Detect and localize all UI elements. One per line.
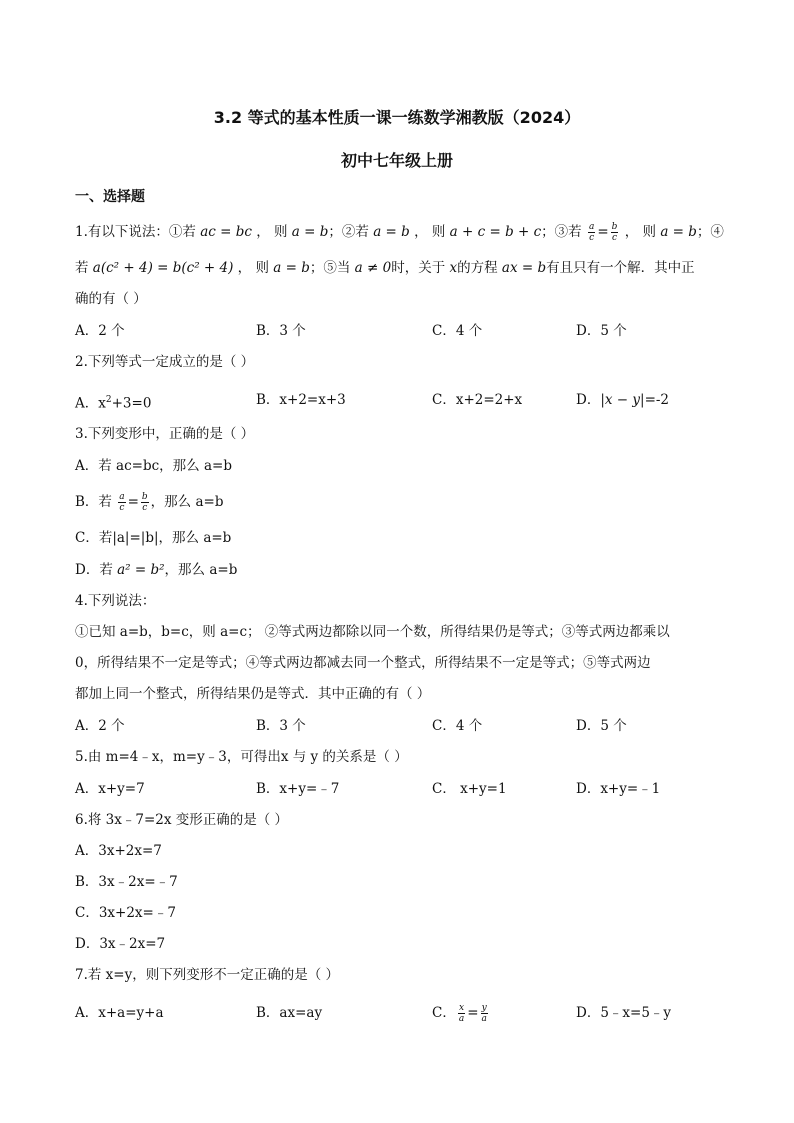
q1-line-2 — [75, 258, 695, 278]
q1-option-d[interactable]: D．5 个 — [576, 323, 627, 339]
q3-option-b[interactable]: B．若 $\frac{a}{c}$ = $\frac{b}{c}$ ，那么 a=b — [75, 492, 224, 513]
q7-option-c-text: C． — [432, 1005, 456, 1021]
q4-option-d[interactable]: D．5 个 — [576, 718, 627, 734]
q3-fraction-a-over-c: $\frac{a}{c}$ — [119, 492, 125, 513]
q4-line-1: ①已知 a=b，b=c，则 a=c； ②等式两边都除以同一个数，所得结果仍是等式；③等式两边都乘以 — [75, 624, 670, 640]
q1-text: ， 则 — [256, 224, 288, 240]
q7-option-a[interactable]: A．x+a=y+a — [75, 1005, 164, 1021]
q7-option-d[interactable]: D．5﹣x=5﹣y — [576, 1005, 672, 1021]
q1-text: 时，关于 — [391, 260, 446, 276]
q1-expr: a ≠ 0 — [354, 260, 392, 276]
q3-fraction-b-over-c: $\frac{b}{c}$ — [141, 492, 148, 513]
q1-fraction-a-over-c: $\frac{a}{c}$ — [588, 222, 595, 243]
q3-option-d-text: ，那么 a=b — [164, 562, 238, 578]
q3-option-d[interactable] — [75, 560, 237, 580]
q2-stem: 2.下列等式一定成立的是（ ） — [75, 354, 255, 370]
q1-text: ；⑤当 — [309, 260, 351, 276]
q4-line-2: 0，所得结果不一定是等式；④等式两边都减去同一个整式，所得结果不一定是等式；⑤等式两边 — [75, 655, 651, 671]
q6-option-c[interactable]: C．3x+2x=﹣7 — [75, 905, 176, 921]
q4-option-c[interactable]: C．4 个 — [432, 718, 483, 734]
q3-option-c[interactable]: C．若|a|=|b|，那么 a=b — [75, 530, 232, 546]
q4-option-a[interactable]: A．2 个 — [75, 718, 125, 734]
q6-stem: 6.将 3x﹣7=2x 变形正确的是（ ） — [75, 812, 289, 828]
q4-option-b[interactable]: B．3 个 — [256, 718, 306, 734]
q5-option-d[interactable]: D．x+y=﹣1 — [576, 781, 661, 797]
q3-option-d-expr: a² = b² — [117, 562, 165, 578]
q7-fraction-y-over-a: $\frac{y}{a}$ — [481, 1003, 487, 1024]
q7-stem: 7.若 x=y，则下列变形不一定正确的是（ ） — [75, 967, 340, 983]
q3-option-a[interactable]: A．若 ac=bc，那么 a=b — [75, 458, 232, 474]
q1-text: ；④ — [696, 224, 724, 240]
q1-text: ， 则 — [237, 260, 269, 276]
q1-option-a[interactable]: A．2 个 — [75, 323, 125, 339]
q1-option-c[interactable]: C．4 个 — [432, 323, 483, 339]
q2-option-a-exponent: 2 — [105, 395, 112, 405]
q1-text: 有且只有一个解．其中正 — [546, 260, 695, 276]
q2-option-d[interactable] — [576, 390, 669, 410]
q1-expr: a = b — [291, 224, 329, 240]
document-subtitle: 初中七年级上册 — [340, 151, 453, 170]
q1-expr: a = b — [660, 224, 697, 240]
q1-option-b[interactable]: B．3 个 — [256, 323, 306, 339]
q1-line-1: 1.有以下说法：①若 ac = bc ， 则 a = b；②若 a = b ， 则 a + c = b + c；③若 $\frac{a}{c}$ = $\frac{b}{c}$ ， 则 a = b；④ — [75, 222, 724, 243]
q1-expr: x — [449, 260, 458, 276]
q1-text: ；③若 — [541, 224, 582, 240]
q2-option-a-text: +3=0 — [111, 395, 152, 412]
q6-option-d[interactable]: D．3x﹣2x=7 — [75, 936, 166, 952]
q1-text: ；②若 — [328, 224, 369, 240]
q1-text: 若 — [75, 260, 89, 276]
q2-option-d-text: =-2 — [644, 392, 670, 408]
q2-option-c[interactable]: C．x+2=2+x — [432, 392, 523, 408]
q3-option-b-text: ，那么 a=b — [150, 494, 224, 510]
q2-option-a[interactable] — [75, 390, 151, 414]
q5-option-c[interactable]: C． x+y=1 — [432, 781, 507, 797]
q1-expr: a = b — [273, 260, 310, 276]
q2-option-d-text: D． — [576, 392, 601, 408]
q1-line-3: 确的有（ ） — [75, 291, 147, 307]
q7-fraction-x-over-a: $\frac{x}{a}$ — [458, 1003, 465, 1024]
q1-expr: a = b — [373, 224, 410, 240]
q1-fraction-b-over-c: $\frac{b}{c}$ — [611, 222, 618, 243]
q4-line-3: 都加上同一个整式，所得结果仍是等式．其中正确的有（ ） — [75, 686, 431, 702]
q2-option-b[interactable]: B．x+2=x+3 — [256, 392, 346, 408]
q1-text: 1.有以下说法：①若 — [75, 224, 196, 240]
q2-option-a-text: A．x — [75, 395, 106, 412]
q6-option-a[interactable]: A．3x+2x=7 — [75, 843, 162, 859]
q2-option-d-expr: |x − y| — [600, 392, 645, 408]
q6-option-b[interactable]: B．3x﹣2x=﹣7 — [75, 874, 178, 890]
section-heading: 一、选择题 — [75, 189, 145, 205]
q1-expr: a(c² + 4) = b(c² + 4) — [92, 260, 234, 276]
q4-stem: 4.下列说法： — [75, 593, 156, 609]
q1-expr: ac = bc — [200, 224, 252, 240]
q1-text: ， 则 — [624, 224, 657, 240]
q7-option-b[interactable]: B．ax=ay — [256, 1005, 323, 1021]
q1-expr: a + c = b + c — [449, 224, 542, 240]
q5-option-a[interactable]: A．x+y=7 — [75, 781, 145, 797]
q7-option-c[interactable]: C． $\frac{x}{a}$ = $\frac{y}{a}$ — [432, 1003, 487, 1024]
q3-stem: 3.下列变形中，正确的是（ ） — [75, 426, 255, 442]
q5-option-b[interactable]: B．x+y=﹣7 — [256, 781, 340, 797]
q1-text: 的方程 — [457, 260, 498, 276]
q3-option-b-text: B．若 — [75, 494, 112, 510]
q1-text: ， 则 — [414, 224, 446, 240]
q5-stem: 5.由 m=4﹣x，m=y﹣3，可得出x 与 y 的关系是（ ） — [75, 749, 408, 765]
document-title: 3.2 等式的基本性质一课一练数学湘教版（2024） — [213, 108, 581, 127]
q3-option-d-text: D．若 — [75, 562, 113, 578]
q1-expr: ax = b — [501, 260, 547, 276]
